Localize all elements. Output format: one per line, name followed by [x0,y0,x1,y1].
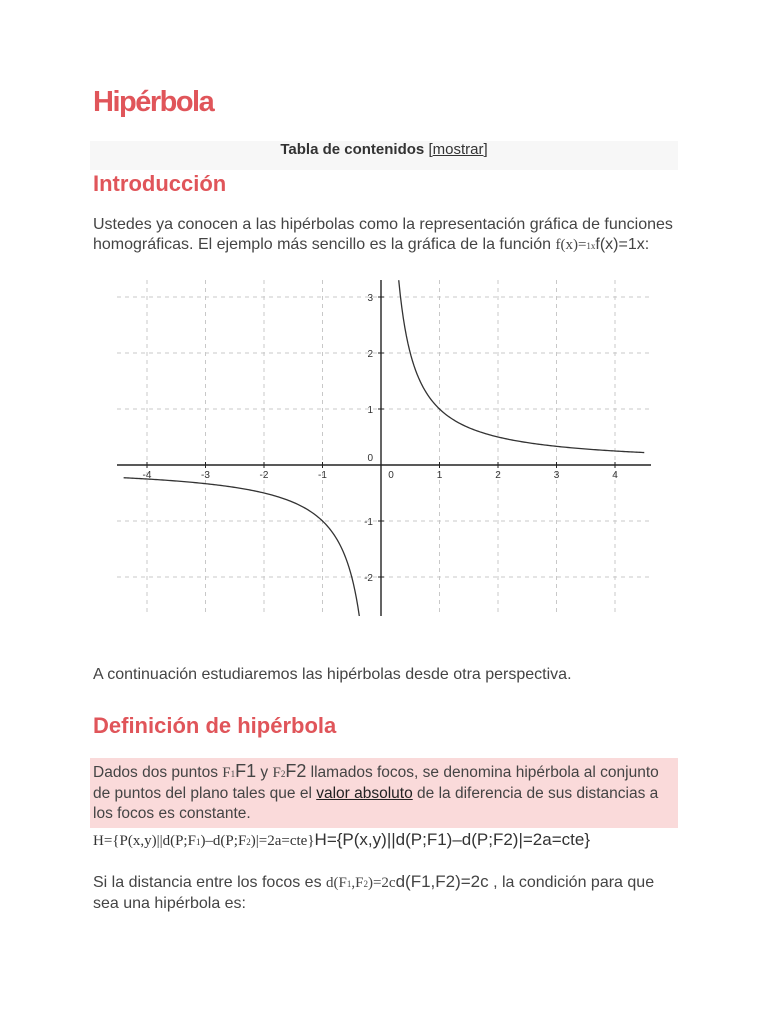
hyperbola-branch-negative [124,478,360,616]
x-tick-label: -3 [201,470,210,481]
intro-text: Ustedes ya conocen a las hipérbolas como la representación gráfica de funciones homográficas. El ejemplo más sencillo es la gráfica de la función [93,216,673,253]
x-tick-label: 1 [436,470,443,481]
y-tick-label: -2 [364,573,373,584]
f2-serif: F [272,765,281,781]
hyperbola-graph [117,280,651,616]
formula-sub-1: 1 [195,837,201,847]
definition-text-2: y [256,764,273,781]
definition-text-3: llamados focos, se denomina hipérbola al conjunto de puntos del plano tales que el [93,764,659,802]
intro-heading: Introducción [93,171,227,196]
fx-formula-sans: f(x)=1x [595,236,645,253]
formula-sub-2: 2 [246,837,251,847]
intro-colon: : [644,236,650,253]
definition-text-1: Dados dos puntos [93,764,223,781]
y-tick-label: -1 [364,517,373,528]
fx-formula-serif: f(x)= [555,237,587,253]
toc-bracket-open: [ [428,141,433,158]
graph-curves [124,280,645,616]
formula-serif-a: H={P(x,y)||d(P;F [93,833,196,849]
condition-serif-b: ,F [351,875,364,891]
table-of-contents [90,141,678,170]
x-tick-label: 3 [553,470,560,481]
definition-heading: Definición de hipérbola [93,713,337,738]
condition-sans: d(F1,F2)=2c [395,872,489,891]
fx-formula-sub: 1x [586,241,596,251]
f1-sans: F1 [235,761,257,781]
intro-paragraph [93,215,673,256]
y-tick-label: 0 [367,453,373,464]
condition-serif-c: )=2c [367,875,396,891]
condition-text-1: Si la distancia entre los focos es [93,874,327,891]
formula-sans: H={P(x,y)||d(P;F1)–d(P;F2)|=2a=cte} [314,830,590,849]
y-tick-label: 2 [367,349,373,360]
definition-paragraph [93,761,673,824]
definition-text-4: de la diferencia de sus distancias a los focos es constante. [93,785,659,822]
toc-toggle-link[interactable]: mostrar [432,141,484,158]
y-tick-label: 3 [367,293,373,304]
condition-sub-1: 1 [346,879,352,889]
x-tick-label: 0 [388,470,394,481]
x-tick-label: -1 [318,470,327,481]
x-tick-label: 2 [495,470,501,481]
f2-sub: 2 [280,769,286,779]
f1-sub: 1 [230,769,236,779]
after-graph-text: A continuación estudiaremos las hipérbolas desde otra perspectiva. [93,666,572,683]
toc-label: Tabla de contenidos [280,141,425,158]
condition-paragraph [93,872,673,914]
toc-bracket-close: ] [483,141,488,158]
x-tick-label: -2 [259,470,269,481]
condition-text-2: , la condición para que sea una hipérbola es: [93,874,655,912]
hyperbola-set-formula [93,829,653,853]
y-tick-label: 1 [367,405,373,416]
f2-sans: F2 [285,761,307,781]
x-tick-label: 4 [612,470,618,481]
condition-sub-2: 2 [363,879,368,889]
formula-serif-b: )–d(P;F [200,833,247,849]
valor-absoluto-link[interactable]: valor absoluto [316,785,413,802]
page-title: Hipérbola [93,86,214,118]
hyperbola-branch-positive [399,280,645,452]
condition-serif-a: d(F [326,875,347,891]
x-tick-label: -4 [142,470,152,481]
f1-serif: F [222,765,231,781]
formula-serif-c: )|=2a=cte} [250,833,315,849]
